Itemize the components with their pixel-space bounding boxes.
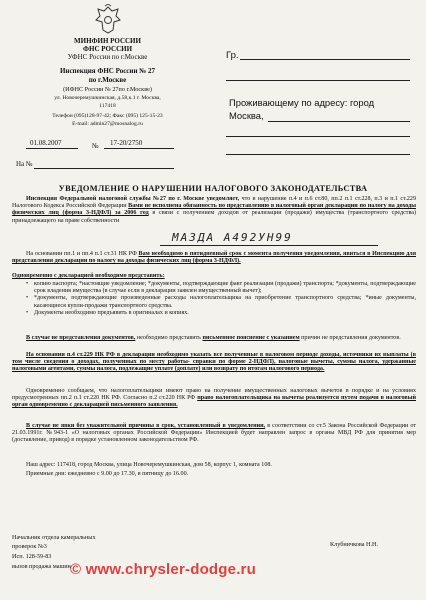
intro-mid: что в нарушение п.4 и п.6 ст.80, пп.2 п.1 ст.228, п.3 и п.1 ст.229 Налогового Кодекса Российской Федерации bbox=[12, 196, 417, 210]
no-docs-explanation: письменное пояснение с указанием bbox=[202, 335, 300, 341]
header-abbrev: (ИФНС России № 27по г.Москве) bbox=[63, 86, 152, 93]
nonappearance-lead: В случае не явки без уважительной причины в срок, установленный в уведомлении, bbox=[26, 423, 266, 429]
header-postcode: 117418 bbox=[99, 103, 116, 109]
notice-title: УВЕДОМЛЕНИЕ О НАРУШЕНИИ НАЛОГОВОГО ЗАКОНОДАТЕЛЬСТВА bbox=[58, 184, 368, 193]
document-item-3: • Документы необходимо предъявить в оригиналах и копиях. bbox=[34, 310, 416, 317]
header-department: УФНС России по г.Москве bbox=[67, 53, 148, 61]
no-docs-tail: причин не представления документов. bbox=[299, 335, 401, 341]
paragraph-no-documents bbox=[12, 335, 416, 342]
intro-paragraph bbox=[12, 196, 416, 225]
handwritten-vehicle: МАЗДА А492УН99 bbox=[172, 231, 293, 244]
header-street: ул. Новочеремушкинская, д.58,к.1 г. Москва, bbox=[54, 95, 161, 101]
no-docs-case: В случае не представления документов, bbox=[26, 335, 136, 341]
reply-to-label: На № bbox=[16, 160, 33, 168]
deductions-right: право налогоплательщика на вычеты реализуется путем подачи в налоговый орган одновременно с декларацией письменного заявления. bbox=[12, 395, 416, 409]
document-item-2: • *документы, подтверждающие произведенные расходы налогоплательщика на приобретение транспортного средства; *иные документы, касающиеся купли-продажи транспортного средства. bbox=[34, 295, 416, 309]
signer-name: Клубничкова Н.Н. bbox=[330, 541, 379, 548]
deductions-text: Одновременно сообщаем, что налогоплательщики имеют право на получение имущественных налоговых вычетов в порядке и на условиях предусмотренных пп.2 п.1 ст.220 НК РФ. Согласно п.2 ст.220 НК РФ bbox=[12, 388, 416, 402]
intro-tail: в связи с получением доходов от реализации (продажи) имущества (транспортного средства) принадлежащего на праве собственности bbox=[12, 210, 416, 224]
paragraph-nonappearance bbox=[12, 423, 416, 445]
appear-requirement: Вам необходимо в пятидневный срок с момента получения уведомления, явиться в Инспекцию для представления декларации по налогу на доходы физических лиц (форма 3-НДФЛ). bbox=[12, 251, 417, 265]
paragraph-deductions bbox=[12, 388, 416, 410]
executor-phone: Исп. 128-59-83 bbox=[12, 553, 52, 560]
paragraph-appear bbox=[12, 251, 416, 265]
header-ministry: МИНФИН РОССИИ bbox=[74, 37, 141, 45]
notice-number: 17-20/2750 bbox=[110, 139, 143, 147]
notice-date: 01.08.2007 bbox=[30, 139, 62, 147]
address-line-2: Москва, bbox=[229, 110, 264, 121]
header-service: ФНС РОССИИ bbox=[82, 45, 133, 53]
addressee-label: Гр. bbox=[226, 50, 239, 61]
documents-list bbox=[12, 281, 416, 317]
header-inspection: Инспекция ФНС России № 27 bbox=[59, 67, 156, 75]
header-phone: Телефон (095)128-97-42; Факс (095) 125-15-23 bbox=[52, 113, 163, 119]
footer-note: вызов продажа машин bbox=[12, 563, 71, 570]
no-docs-mid: необходимо представить bbox=[135, 335, 203, 341]
intro-obligation: Вами не исполнена обязанность по представлению в налоговый орган декларации по налогу на доходы физических лиц (форма 3-НДФЛ) за 2006 год bbox=[12, 203, 416, 217]
office-address: Наш адрес: 117418, город Москва, улица Новочеремушкинская, дом 58, корпус 1, комната 108. bbox=[26, 462, 272, 468]
signer-position-2: проверок №3 bbox=[12, 543, 47, 550]
intro-lead: Инспекция Федеральной налоговой службы №27 по г. Москве уведомляет, bbox=[26, 196, 240, 202]
header-email: E-mail: admin27@mosnalog.ru bbox=[72, 121, 143, 127]
number-label: № bbox=[92, 142, 99, 150]
address-line-1: Проживающему по адресу: город bbox=[229, 97, 375, 108]
header-city: по г.Москве bbox=[88, 76, 127, 84]
document-item-1: • копию паспорта; *настоящие уведомление; *документы, подтверждающие факт реализации (продажи) транспорта; *документы, подтверждающие срок владения имущества (в случае если в декларации заявлен имущественный вычет); bbox=[34, 281, 416, 295]
appear-basis: На основании пп.1 и пп.4 п.1 ст.31 НК РФ bbox=[26, 251, 139, 257]
signer-position-1: Начальник отдела камеральных bbox=[12, 534, 96, 541]
paragraph-declaration-contents: На основании п.4 ст.229 НК РФ в декларации необходимо указать все полученные в налоговом периоде доходы, источники их выплаты (в том числе сведения о доходах, полученных по месту работы- справки по форме 2-НДФЛ), налоговые вычеты, суммы налога, удержанные налоговыми агентами, суммы налога, подлежащие уплате (доплате) или возврату по итогам налогового периода. bbox=[12, 352, 416, 373]
site-watermark: © www.chrysler-dodge.ru bbox=[70, 561, 256, 578]
coat-of-arms-icon bbox=[93, 4, 123, 36]
nonappearance-text: в соответствии со ст.5 Закона Российской Федерации от 21.03.1991г. №943-1 «О налоговых органах Российской Федерации» Инспекцией будет направлен запрос в органы МВД РФ для принятия мер (доставление, привод) в порядке установленном законодательством РФ. bbox=[12, 423, 417, 444]
documents-heading: Одновременно с декларацией необходимо представить: bbox=[12, 273, 165, 279]
office-hours: Приемные дни: ежедневно с 9.00 до 17.30, в пятницу до 16.00. bbox=[26, 471, 189, 477]
